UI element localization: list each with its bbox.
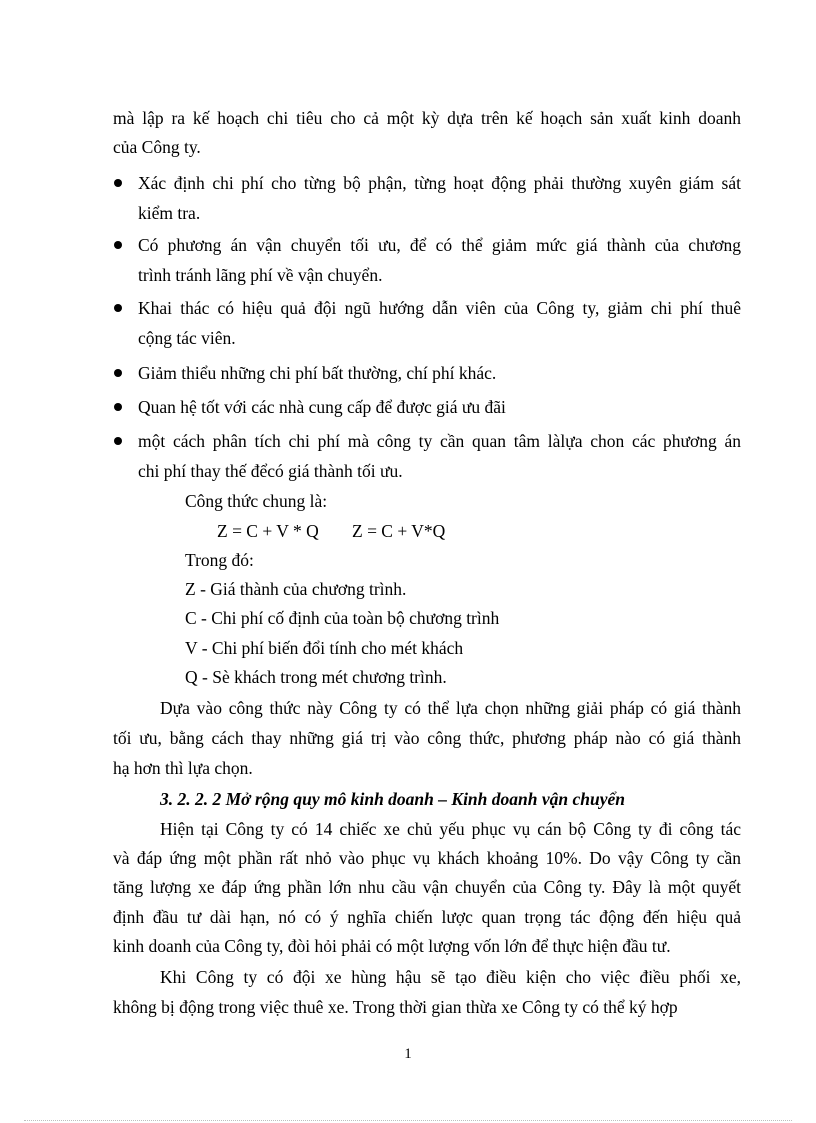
bullet-1-line-1: Xác định chi phí cho từng bộ phận, từng hoạt động phải thường xuyên giám sát bbox=[138, 173, 741, 193]
definition-c: C - Chi phí cố định của toàn bộ chương trình bbox=[185, 608, 500, 628]
paragraph-2-line-4: định đầu tư dài hạn, nó có ý nghĩa chiến lược quan trọng tác động đến hiệu quả bbox=[113, 907, 741, 927]
paragraph-2-line-1: Hiện tại Công ty có 14 chiếc xe chủ yếu phục vụ cán bộ Công ty đi công tác bbox=[160, 819, 741, 839]
bullet-3-line-2: cộng tác viên. bbox=[138, 328, 236, 348]
page-bottom-rule bbox=[24, 1120, 792, 1121]
definition-v: V - Chi phí biến đổi tính cho mét khách bbox=[185, 638, 464, 658]
paragraph-2-line-2: và đáp ứng một phần rất nhỏ vào phục vụ khách khoảng 10%. Do vậy Công ty cần bbox=[113, 848, 741, 868]
bullet-2-line-1: Có phương án vận chuyển tối ưu, để có thể giảm mức giá thành của chương bbox=[138, 235, 741, 255]
bullet-dot bbox=[114, 369, 122, 377]
formula-2: Z = C + V*Q bbox=[352, 521, 446, 541]
bullet-5-line-1: Quan hệ tốt với các nhà cung cấp để được giá ưu đãi bbox=[138, 397, 506, 417]
intro-line-2: của Công ty. bbox=[113, 137, 201, 157]
bullet-dot bbox=[114, 179, 122, 187]
definition-z: Z - Giá thành của chương trình. bbox=[185, 579, 407, 599]
definition-q: Q - Sè khách trong mét chương trình. bbox=[185, 667, 447, 687]
bullet-dot bbox=[114, 403, 122, 411]
formula-intro: Công thức chung là: bbox=[185, 491, 328, 511]
bullet-dot bbox=[114, 437, 122, 445]
paragraph-1-line-1: Dựa vào công thức này Công ty có thể lựa chọn những giải pháp có giá thành bbox=[160, 698, 741, 718]
bullet-4-line-1: Giảm thiểu những chi phí bất thường, chí phí khác. bbox=[138, 363, 497, 383]
paragraph-1-line-2: tối ưu, bằng cách thay những giá trị vào công thức, phương pháp nào có giá thành bbox=[113, 728, 741, 748]
bullet-dot bbox=[114, 241, 122, 249]
paragraph-2-line-5: kinh doanh của Công ty, đòi hỏi phải có một lượng vốn lớn để thực hiện đầu tư. bbox=[113, 936, 671, 956]
bullet-6-line-1: một cách phân tích chi phí mà công ty cần quan tâm làlựa chon các phương án bbox=[138, 431, 741, 451]
paragraph-3-line-1: Khi Công ty có đội xe hùng hậu sẽ tạo điều kiện cho việc điều phối xe, bbox=[160, 967, 741, 987]
bullet-6-line-2: chi phí thay thế đểcó giá thành tối ưu. bbox=[138, 461, 403, 481]
bullet-2-line-2: trình tránh lãng phí về vận chuyển. bbox=[138, 265, 383, 285]
page-number: 1 bbox=[404, 1046, 412, 1062]
paragraph-2-line-3: tăng lượng xe đáp ứng phần lớn nhu cầu vận chuyển của Công ty. Đây là một quyết bbox=[113, 877, 741, 897]
section-heading: 3. 2. 2. 2 Mở rộng quy mô kinh doanh – Kinh doanh vận chuyển bbox=[160, 789, 625, 809]
paragraph-1-line-3: hạ hơn thì lựa chọn. bbox=[113, 758, 253, 778]
bullet-3-line-1: Khai thác có hiệu quả đội ngũ hướng dẫn viên của Công ty, giảm chi phí thuê bbox=[138, 298, 741, 318]
bullet-1-line-2: kiểm tra. bbox=[138, 203, 201, 223]
bullet-dot bbox=[114, 304, 122, 312]
where-label: Trong đó: bbox=[185, 550, 254, 570]
intro-line-1: mà lập ra kế hoạch chi tiêu cho cả một kỳ dựa trên kế hoạch sản xuất kinh doanh bbox=[113, 108, 741, 128]
paragraph-3-line-2: không bị động trong việc thuê xe. Trong thời gian thừa xe Công ty có thể ký hợp bbox=[113, 997, 678, 1017]
formula-1: Z = C + V * Q bbox=[217, 521, 319, 541]
